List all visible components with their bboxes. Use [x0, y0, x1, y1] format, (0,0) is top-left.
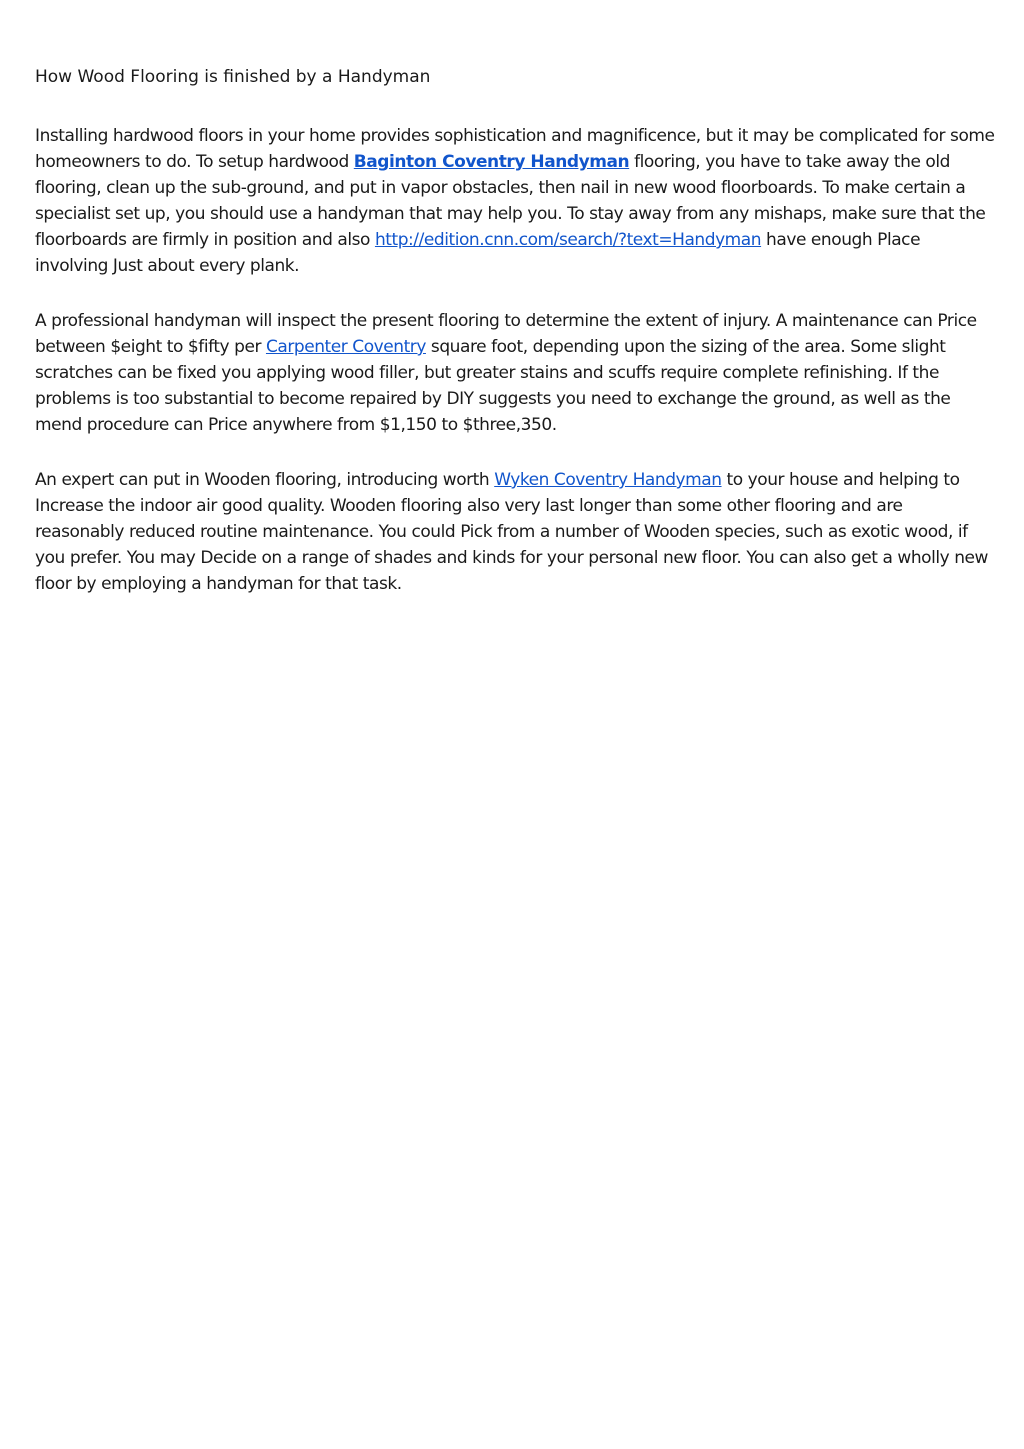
document-title: How Wood Flooring is finished by a Handyman — [35, 67, 431, 87]
paragraph-2 — [35, 308, 995, 438]
document-page — [35, 60, 995, 626]
paragraph-1 — [35, 123, 995, 279]
paragraph-2-text-a: A professional handyman will inspect the present flooring to determine the extent of injury. A maintenance can Price between $eight to $fifty per — [35, 311, 977, 357]
paragraph-3 — [35, 467, 995, 597]
baginton-coventry-handyman-link[interactable]: Baginton Coventry Handyman — [353, 152, 630, 172]
paragraph-3-text-a: An expert can put in Wooden flooring, introducing worth — [35, 470, 495, 490]
paragraph-2-text-b: square foot, depending upon the sizing of the area. Some slight scratches can be fixed you applying wood filler, but greater stains and scuffs require complete refinishing. If the problems is too substantial to become repaired by DIY suggests you need to exchange the ground, as well as the mend procedure can Price anywhere from $1,150 to $three,350. — [35, 337, 951, 435]
wyken-coventry-handyman-link[interactable]: Wyken Coventry Handyman — [494, 470, 722, 490]
paragraph-1-text-c: have enough Place involving Just about every plank. — [35, 230, 921, 276]
paragraph-3-text-b: to your house and helping to Increase the indoor air good quality. Wooden flooring also very last longer than some other flooring and are reasonably reduced routine maintenance. You could Pick from a number of Wooden species, such as exotic wood, if you prefer. You may Decide on a range of shades and kinds for your personal new floor. You can also get a wholly new floor by employing a handyman for that task. — [35, 470, 989, 594]
paragraph-1-text-b: flooring, you have to take away the old flooring, clean up the sub-ground, and put in vapor obstacles, then nail in new wood floorboards. To make certain a specialist set up, you should use a handyman that may help you. To stay away from any mishaps, make sure that the floorboards are firmly in position and also — [35, 152, 986, 250]
cnn-search-link[interactable]: http://edition.cnn.com/search/?text=Handyman — [374, 230, 762, 250]
paragraph-1-text-a: Installing hardwood floors in your home provides sophistication and magnificence, but it may be complicated for some homeowners to do. To setup hardwood — [35, 126, 995, 172]
carpenter-coventry-link[interactable]: Carpenter Coventry — [265, 337, 426, 357]
